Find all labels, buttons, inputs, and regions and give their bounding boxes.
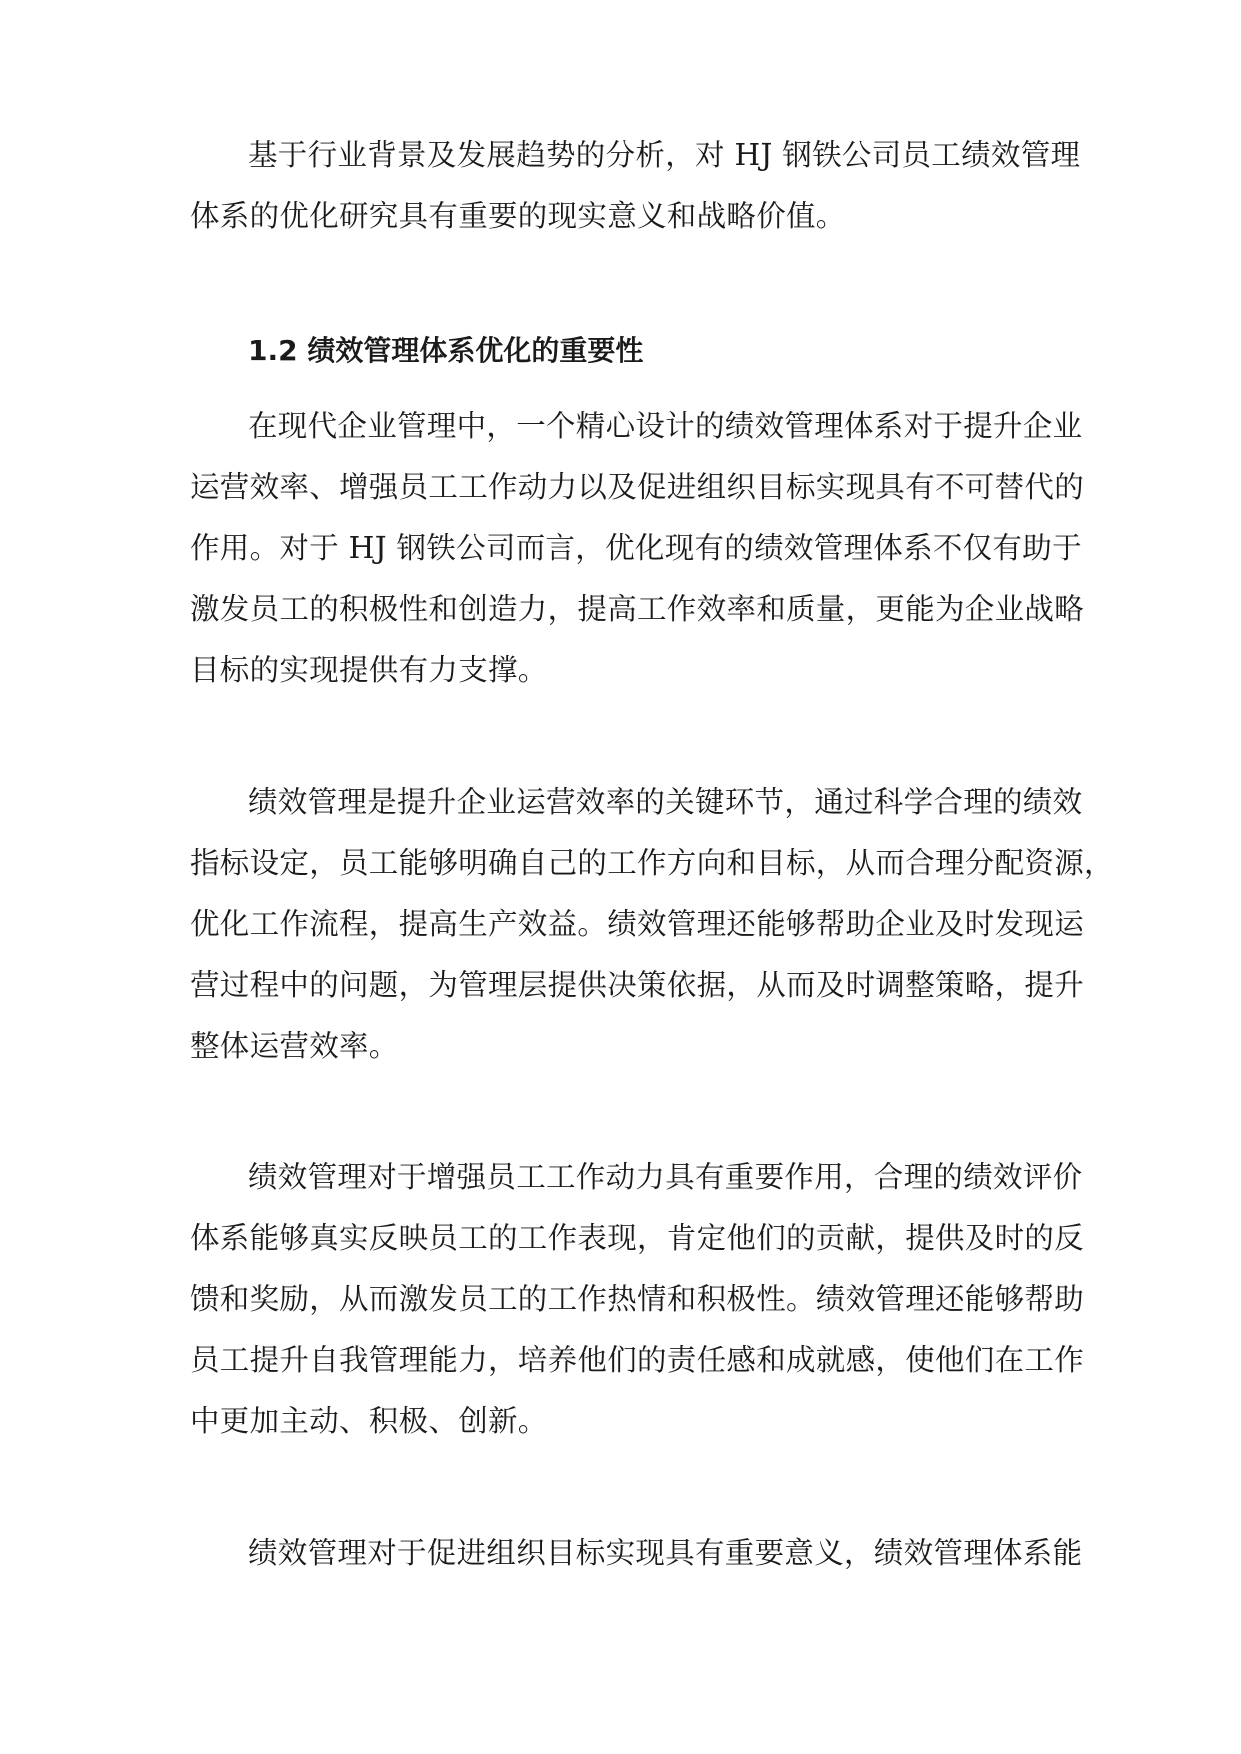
paragraph-2-line-2: 指标设定，员工能够明确自己的工作方向和目标，从而合理分配资源， xyxy=(190,846,1114,880)
paragraph-1-line-2: 运营效率、增强员工工作动力以及促进组织目标实现具有不可替代的 xyxy=(190,470,1085,504)
section-heading: 1.2 绩效管理体系优化的重要性 xyxy=(248,334,644,367)
paragraph-1-line-4: 激发员工的积极性和创造力，提高工作效率和质量，更能为企业战略 xyxy=(190,592,1085,626)
paragraph-1-line-1: 在现代企业管理中，一个精心设计的绩效管理体系对于提升企业 xyxy=(248,409,1083,443)
intro-line-2: 体系的优化研究具有重要的现实意义和战略价值。 xyxy=(190,199,846,233)
paragraph-4-line-1: 绩效管理对于促进组织目标实现具有重要意义，绩效管理体系能 xyxy=(248,1536,1083,1570)
paragraph-3-line-2: 体系能够真实反映员工的工作表现，肯定他们的贡献，提供及时的反 xyxy=(190,1221,1085,1255)
paragraph-1-line-5: 目标的实现提供有力支撑。 xyxy=(190,653,548,687)
paragraph-3-line-3: 馈和奖励，从而激发员工的工作热情和积极性。绩效管理还能够帮助 xyxy=(190,1282,1085,1316)
paragraph-2-line-1: 绩效管理是提升企业运营效率的关键环节，通过科学合理的绩效 xyxy=(248,785,1083,819)
paragraph-3-line-1: 绩效管理对于增强员工工作动力具有重要作用，合理的绩效评价 xyxy=(248,1160,1083,1194)
paragraph-1-line-3: 作用。对于 HJ 钢铁公司而言，优化现有的绩效管理体系不仅有助于 xyxy=(190,531,1082,565)
paragraph-2-line-5: 整体运营效率。 xyxy=(190,1029,399,1063)
intro-line-1: 基于行业背景及发展趋势的分析，对 HJ 钢铁公司员工绩效管理 xyxy=(248,138,1081,172)
paragraph-3-line-5: 中更加主动、积极、创新。 xyxy=(190,1404,548,1438)
paragraph-2-line-4: 营过程中的问题，为管理层提供决策依据，从而及时调整策略，提升 xyxy=(190,968,1085,1002)
paragraph-2-line-3: 优化工作流程，提高生产效益。绩效管理还能够帮助企业及时发现运 xyxy=(190,907,1085,941)
paragraph-3-line-4: 员工提升自我管理能力，培养他们的责任感和成就感，使他们在工作 xyxy=(190,1343,1085,1377)
